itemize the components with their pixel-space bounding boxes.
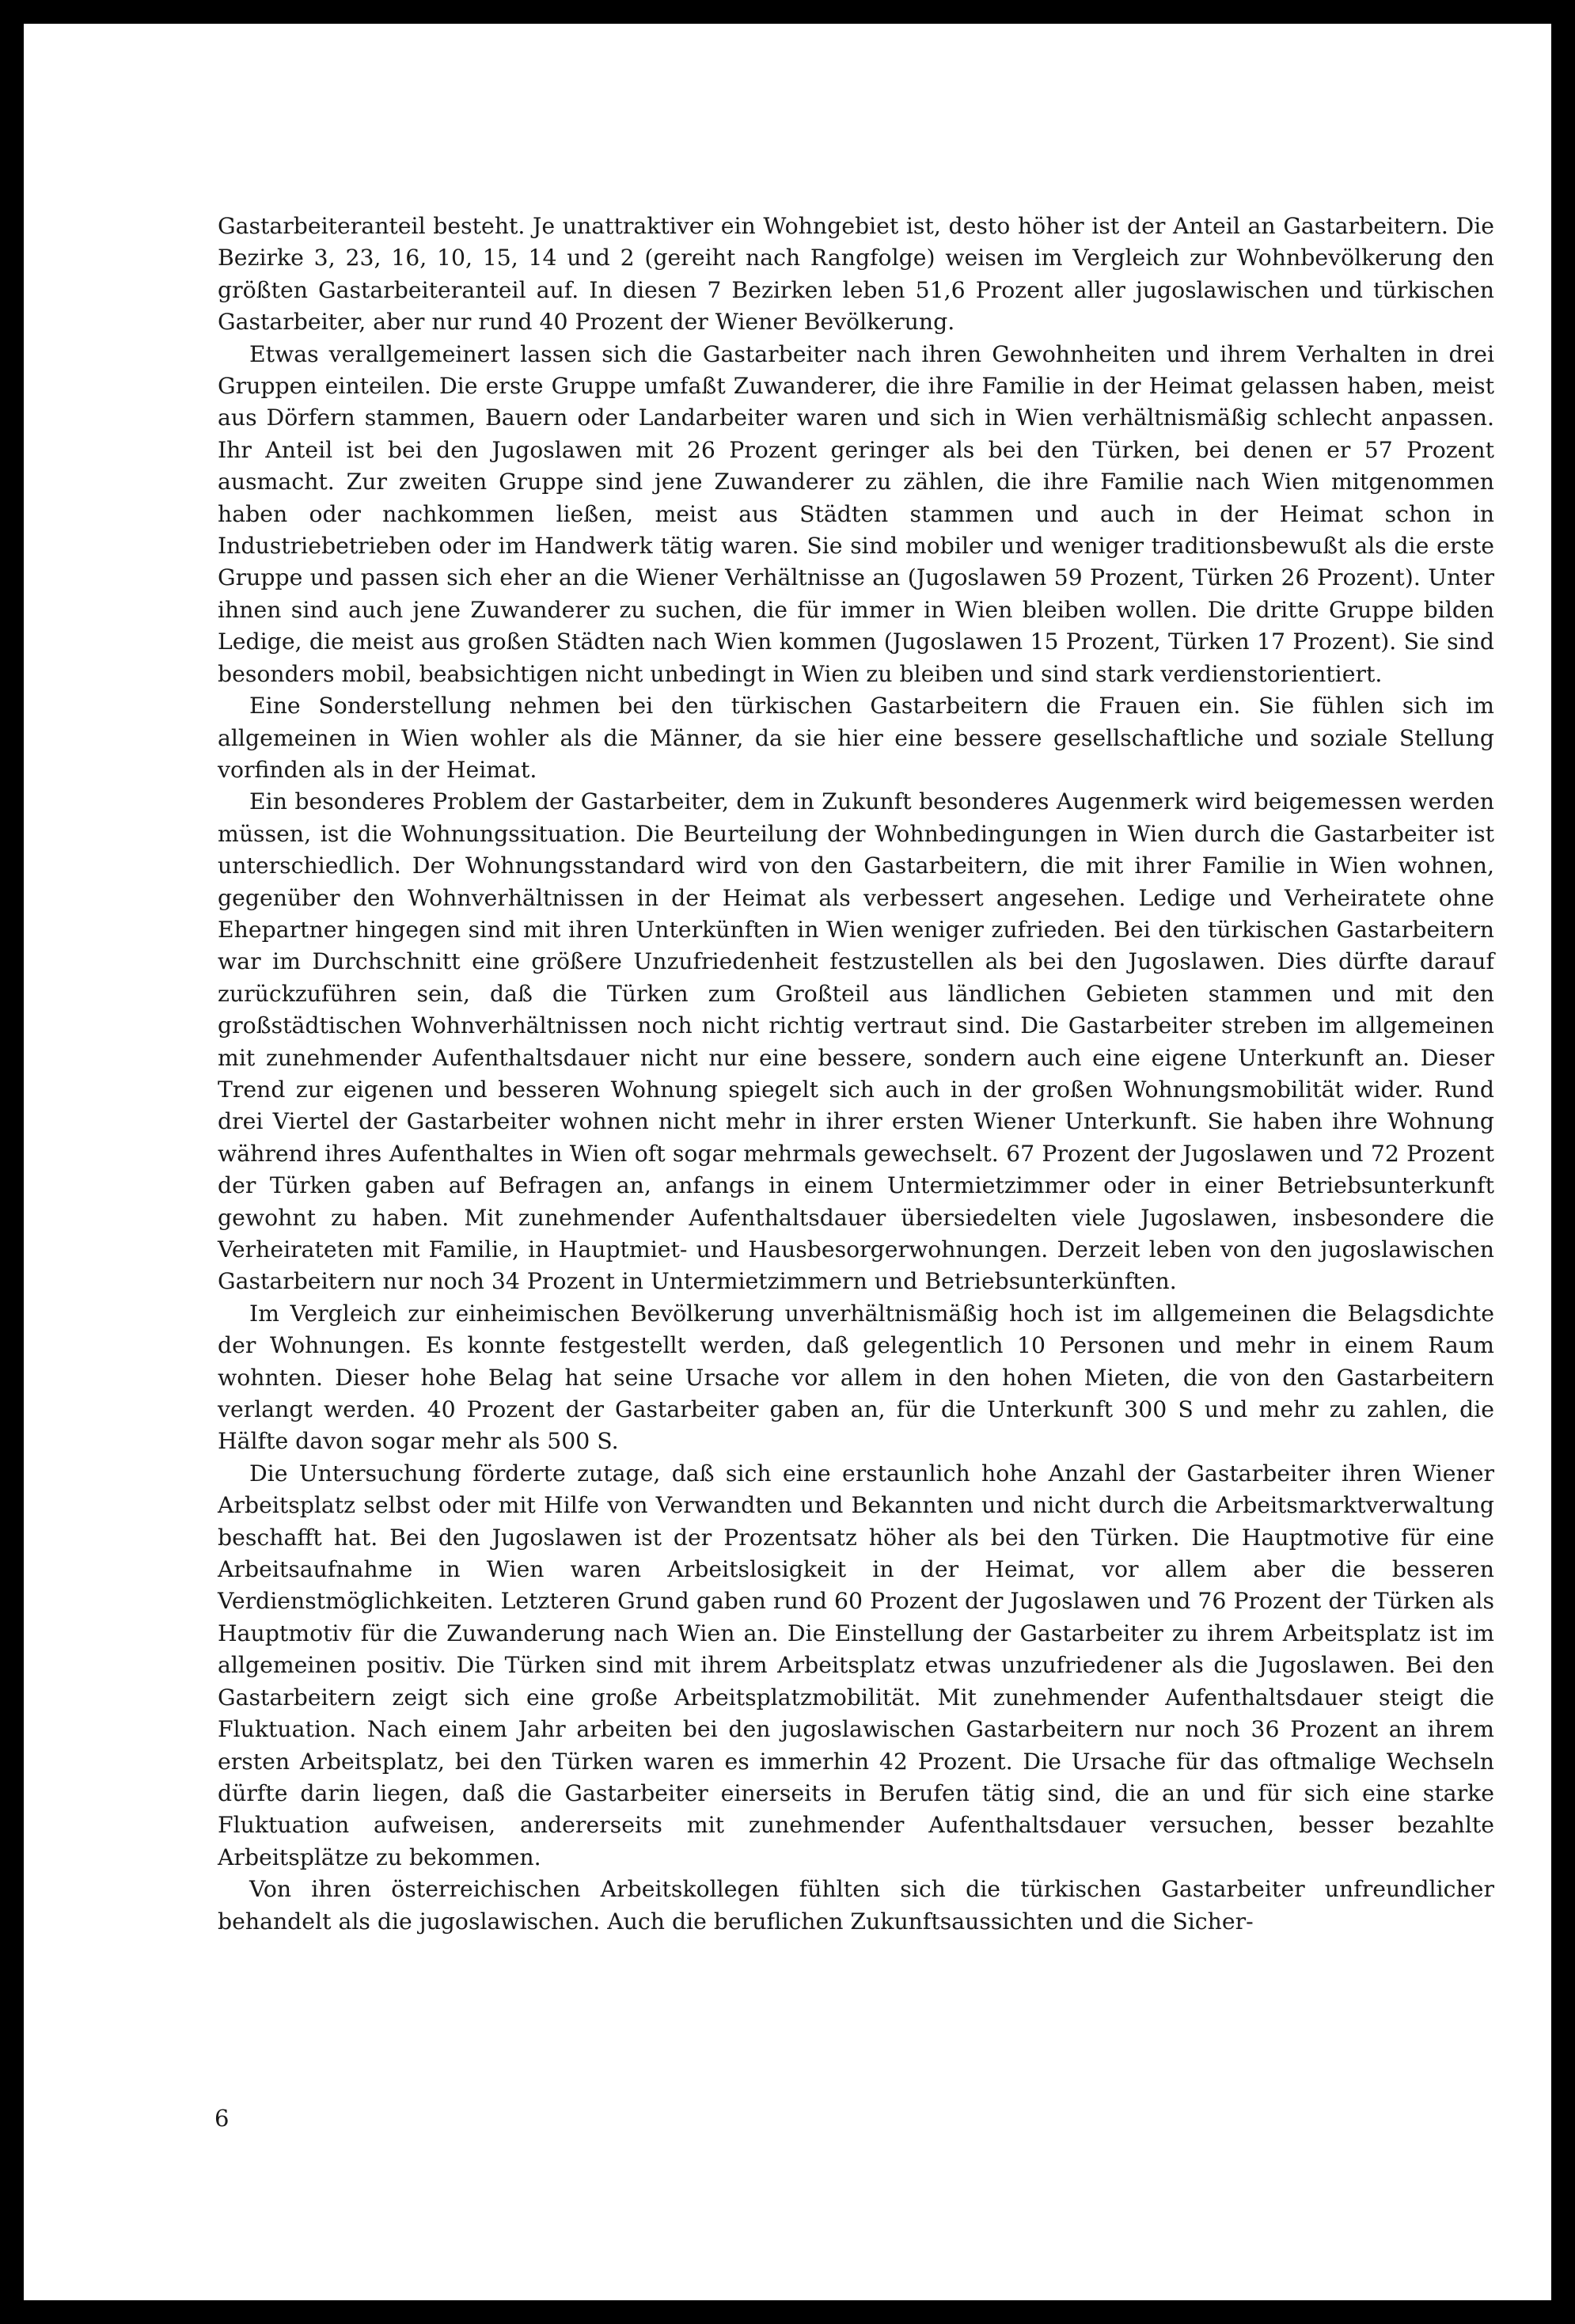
page-number: 6	[214, 2105, 230, 2132]
body-text	[218, 211, 1494, 1938]
paragraph-continuation: Gastarbeiteranteil besteht. Je unattraktiver ein Wohngebiet ist, desto höher ist der Anteil an Gastarbeitern. Die Bezirke 3, 23, 16, 10, 15, 14 und 2 (gereiht nach Rangfolge) weisen im Vergleich zur Wohnbevölkerung den größten Gastarbeiteranteil auf. In diesen 7 Bezirken leben 51,6 Prozent aller jugoslawischen und türkischen Gastarbeiter, aber nur rund 40 Prozent der Wiener Bevölkerung.	[218, 213, 1494, 336]
paragraph: Eine Sonderstellung nehmen bei den türkischen Gastarbeitern die Frauen ein. Sie fühlen sich im allgemeinen in Wien wohler als die Männer, da sie hier eine bessere gesellschaftliche und soziale Stellung vorfinden als in der Heimat.	[218, 693, 1494, 783]
paragraph: Von ihren österreichischen Arbeitskollegen fühlten sich die türkischen Gastarbeiter unfreundlicher behandelt als die jugoslawischen. Auch die beruflichen Zukunftsaussichten und die Sicher-	[218, 1876, 1494, 1935]
paragraph: Die Untersuchung förderte zutage, daß sich eine erstaunlich hohe Anzahl der Gastarbeiter ihren Wiener Arbeitsplatz selbst oder mit Hilfe von Verwandten und Bekannten und nicht durch die Arbeitsmarktverwaltung beschafft hat. Bei den Jugoslawen ist der Prozentsatz höher als bei den Türken. Die Hauptmotive für eine Arbeitsaufnahme in Wien waren Arbeitslosigkeit in der Heimat, vor allem aber die besseren Verdienstmöglichkeiten. Letzteren Grund gaben rund 60 Prozent der Jugoslawen und 76 Prozent der Türken als Hauptmotiv für die Zuwanderung nach Wien an. Die Einstellung der Gastarbeiter zu ihrem Arbeitsplatz ist im allgemeinen positiv. Die Türken sind mit ihrem Arbeitsplatz etwas unzufriedener als die Jugoslawen. Bei den Gastarbeitern zeigt sich eine große Arbeitsplatzmobilität. Mit zunehmender Aufenthaltsdauer steigt die Fluktuation. Nach einem Jahr arbeiten bei den jugoslawischen Gastarbeitern nur noch 36 Prozent an ihrem ersten Arbeitsplatz, bei den Türken waren es immerhin 42 Prozent. Die Ursache für das oftmalige Wechseln dürfte darin liegen, daß die Gastarbeiter einerseits in Berufen tätig sind, die an und für sich eine starke Fluktuation aufweisen, andererseits mit zunehmender Aufenthaltsdauer versuchen, besser bezahlte Arbeitsplätze zu bekommen.	[218, 1460, 1494, 1870]
paragraph: Im Vergleich zur einheimischen Bevölkerung unverhältnismäßig hoch ist im allgemeinen die Belagsdichte der Wohnungen. Es konnte festgestellt werden, daß gelegentlich 10 Personen und mehr in einem Raum wohnten. Dieser hohe Belag hat seine Ursache vor allem in den hohen Mieten, die von den Gastarbeitern verlangt werden. 40 Prozent der Gastarbeiter gaben an, für die Unterkunft 300 S und mehr zu zahlen, die Hälfte davon sogar mehr als 500 S.	[218, 1300, 1494, 1455]
document-page	[24, 24, 1551, 2300]
paragraph: Ein besonderes Problem der Gastarbeiter, dem in Zukunft besonderes Augenmerk wird beigemessen werden müssen, ist die Wohnungssituation. Die Beurteilung der Wohnbedingungen in Wien durch die Gastarbeiter ist unterschiedlich. Der Wohnungsstandard wird von den Gastarbeitern, die mit ihrer Familie in Wien wohnen, gegenüber den Wohnverhältnissen in der Heimat als verbessert angesehen. Ledige und Verheiratete ohne Ehepartner hingegen sind mit ihren Unterkünften in Wien weniger zufrieden. Bei den türkischen Gastarbeitern war im Durchschnitt eine größere Unzufriedenheit festzustellen als bei den Jugoslawen. Dies dürfte darauf zurückzuführen sein, daß die Türken zum Großteil aus ländlichen Gebieten stammen und mit den großstädtischen Wohnverhältnissen noch nicht richtig vertraut sind. Die Gastarbeiter streben im allgemeinen mit zunehmender Aufenthaltsdauer nicht nur eine bessere, sondern auch eine eigene Unterkunft an. Dieser Trend zur eigenen und besseren Wohnung spiegelt sich auch in der großen Wohnungsmobilität wider. Rund drei Viertel der Gastarbeiter wohnen nicht mehr in ihrer ersten Wiener Unterkunft. Sie haben ihre Wohnung während ihres Aufenthaltes in Wien oft sogar mehrmals gewechselt. 67 Prozent der Jugoslawen und 72 Prozent der Türken gaben auf Befragen an, anfangs in einem Untermietzimmer oder in einer Betriebsunterkunft gewohnt zu haben. Mit zunehmender Aufenthaltsdauer übersiedelten viele Jugoslawen, insbesondere die Verheirateten mit Familie, in Hauptmiet- und Hausbesorgerwohnungen. Derzeit leben von den jugoslawischen Gastarbeitern nur noch 34 Prozent in Untermietzimmern und Betriebsunterkünften.	[218, 788, 1494, 1295]
paragraph: Etwas verallgemeinert lassen sich die Gastarbeiter nach ihren Gewohnheiten und ihrem Verhalten in drei Gruppen einteilen. Die erste Gruppe umfaßt Zuwanderer, die ihre Familie in der Heimat gelassen haben, meist aus Dörfern stammen, Bauern oder Landarbeiter waren und sich in Wien verhältnismäßig schlecht anpassen. Ihr Anteil ist bei den Jugoslawen mit 26 Prozent geringer als bei den Türken, bei denen er 57 Prozent ausmacht. Zur zweiten Gruppe sind jene Zuwanderer zu zählen, die ihre Familie nach Wien mitgenommen haben oder nachkommen ließen, meist aus Städten stammen und auch in der Heimat schon in Industriebetrieben oder im Handwerk tätig waren. Sie sind mobiler und weniger traditionsbewußt als die erste Gruppe und passen sich eher an die Wiener Verhältnisse an (Jugoslawen 59 Prozent, Türken 26 Prozent). Unter ihnen sind auch jene Zuwanderer zu suchen, die für immer in Wien bleiben wollen. Die dritte Gruppe bilden Ledige, die meist aus großen Städten nach Wien kommen (Jugoslawen 15 Prozent, Türken 17 Prozent). Sie sind besonders mobil, beabsichtigen nicht unbedingt in Wien zu bleiben und sind stark verdienstorientiert.	[218, 340, 1494, 687]
